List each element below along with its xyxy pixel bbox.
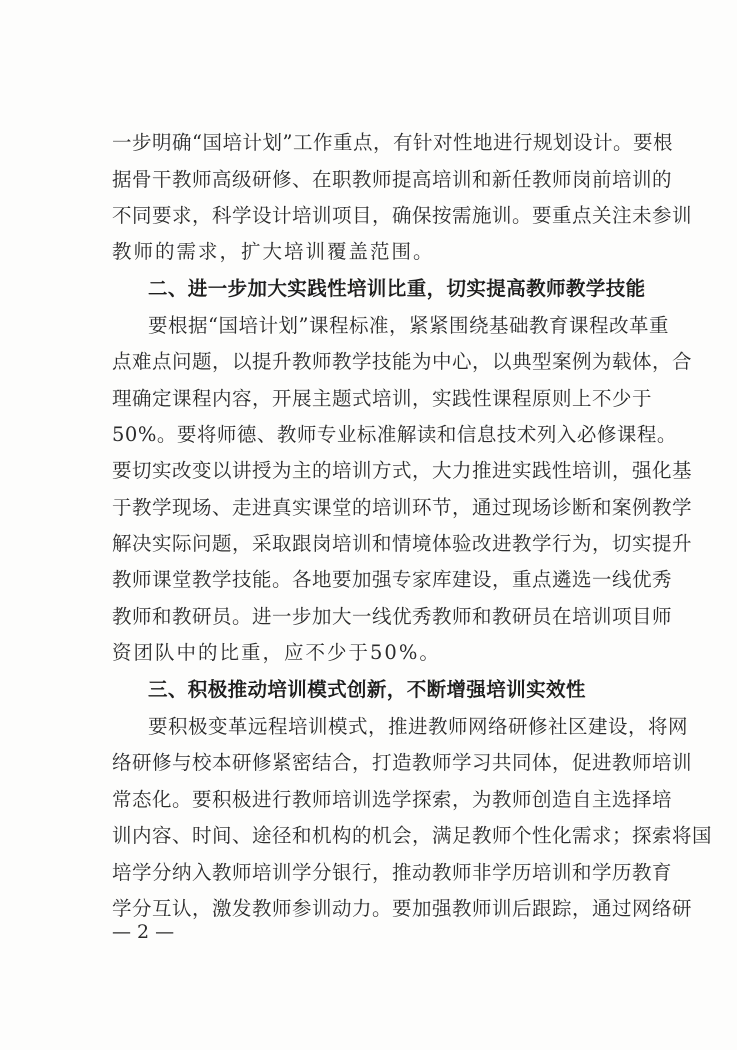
body-text-line: 训内容、时间、途径和机构的机会，满足教师个性化需求；探索将国: [112, 824, 713, 847]
body-text-line: 理确定课程内容，开展主题式培训，实践性课程原则上不少于: [112, 387, 653, 410]
body-text-line: 据骨干教师高级研修、在职教师提高培训和新任教师岗前培训的: [112, 168, 673, 191]
body-text-line: 于教学现场、走进真实课堂的培训环节，通过现场诊断和案例教学: [112, 496, 693, 519]
body-text-line: 学分互认，激发教师参训动力。要加强教师训后跟踪，通过网络研: [112, 897, 693, 920]
body-text-line: 常态化。要积极进行教师培训选学探索，为教师创造自主选择培: [112, 788, 673, 811]
body-text-line: 教师和教研员。进一步加大一线优秀教师和教研员在培训项目师: [112, 605, 673, 628]
body-text-line: 要切实改变以讲授为主的培训方式，大力推进实践性培训，强化基: [112, 459, 693, 482]
body-text-line: 要根据“国培计划”课程标准，紧紧围绕基础教育课程改革重: [148, 314, 669, 337]
body-text-line: 资团队中的比重，应不少于50%。: [112, 641, 441, 664]
body-text-line: 教师课堂教学技能。各地要加强专家库建设，重点遴选一线优秀: [112, 568, 673, 591]
body-text-line: 解决实际问题，采取跟岗培训和情境体验改进教学行为，切实提升: [112, 532, 693, 555]
body-text-line: 一步明确“国培计划”工作重点，有针对性地进行规划设计。要根: [112, 131, 673, 154]
body-text-line: 培学分纳入教师培训学分银行，推动教师非学历培训和学历教育: [112, 861, 673, 884]
body-text-line: 不同要求，科学设计培训项目，确保按需施训。要重点关注未参训: [112, 204, 693, 227]
body-text-line: 教师的需求，扩大培训覆盖范围。: [112, 240, 435, 263]
section-heading-3: 三、积极推动培训模式创新，不断增强培训实效性: [148, 678, 586, 701]
body-text-line: 络研修与校本研修紧密结合，打造教师学习共同体，促进教师培训: [112, 751, 693, 774]
body-text-line: 要积极变革远程培训模式，推进教师网络研修社区建设，将网: [148, 715, 689, 738]
page-number: — 2 —: [112, 921, 175, 943]
body-text-line: 点难点问题，以提升教师教学技能为中心，以典型案例为载体，合: [112, 350, 693, 373]
section-heading-2: 二、进一步加大实践性培训比重，切实提高教师教学技能: [148, 277, 646, 300]
body-text-line: 50%。要将师德、教师专业标准解读和信息技术列入必修课程。: [112, 423, 677, 446]
